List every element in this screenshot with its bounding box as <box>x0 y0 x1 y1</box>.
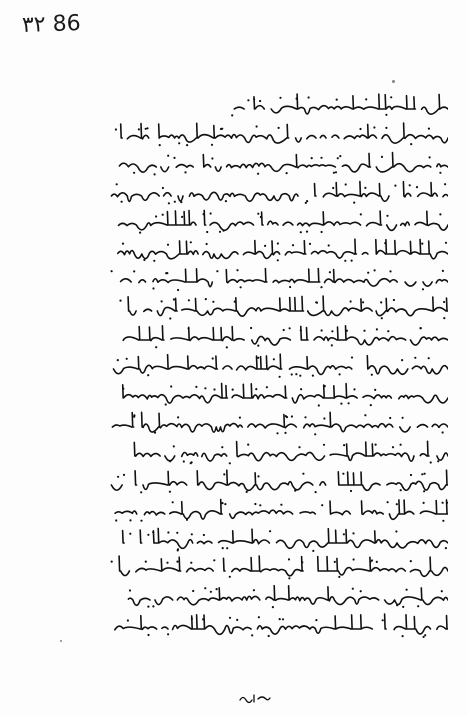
manuscript-line <box>108 265 448 291</box>
scan-speck <box>392 80 395 83</box>
handwriting-stroke <box>108 468 448 494</box>
handwriting-stroke <box>108 439 448 465</box>
handwriting-stroke <box>108 612 448 638</box>
manuscript-line <box>108 612 448 638</box>
manuscript-line <box>108 554 448 580</box>
manuscript-line <box>108 381 448 407</box>
handwriting-stroke <box>108 179 448 205</box>
catchword <box>238 690 272 704</box>
handwriting-stroke <box>108 323 448 349</box>
handwriting-stroke <box>108 352 448 378</box>
handwriting-stroke <box>108 237 448 263</box>
catchword-scribble <box>238 691 272 705</box>
manuscript-line <box>108 352 448 378</box>
manuscript-line <box>108 468 448 494</box>
manuscript-line <box>108 237 448 263</box>
manuscript-line <box>108 526 448 552</box>
manuscript-line <box>108 583 448 609</box>
handwriting-stroke <box>108 583 448 609</box>
handwriting-stroke <box>108 381 448 407</box>
manuscript-line <box>108 439 448 465</box>
handwriting-stroke <box>108 410 448 436</box>
scan-speck <box>60 640 62 642</box>
manuscript-line <box>108 121 448 147</box>
handwriting-stroke <box>108 265 448 291</box>
handwriting-stroke <box>108 121 448 147</box>
handwriting-stroke <box>108 526 448 552</box>
handwriting-stroke <box>108 294 448 320</box>
handwriting-stroke <box>108 150 448 176</box>
manuscript-line <box>108 208 448 234</box>
handwriting-stroke <box>108 92 448 118</box>
handwriting-stroke <box>108 497 448 523</box>
manuscript-line <box>108 323 448 349</box>
handwriting-stroke <box>108 208 448 234</box>
manuscript-line <box>108 410 448 436</box>
manuscript-line <box>108 150 448 176</box>
handwriting-stroke <box>108 554 448 580</box>
manuscript-line <box>108 92 448 118</box>
manuscript-line <box>108 294 448 320</box>
manuscript-text-block <box>108 92 448 692</box>
folio-number: ۳۲ 86 <box>21 10 82 39</box>
manuscript-line <box>108 497 448 523</box>
manuscript-line <box>108 179 448 205</box>
